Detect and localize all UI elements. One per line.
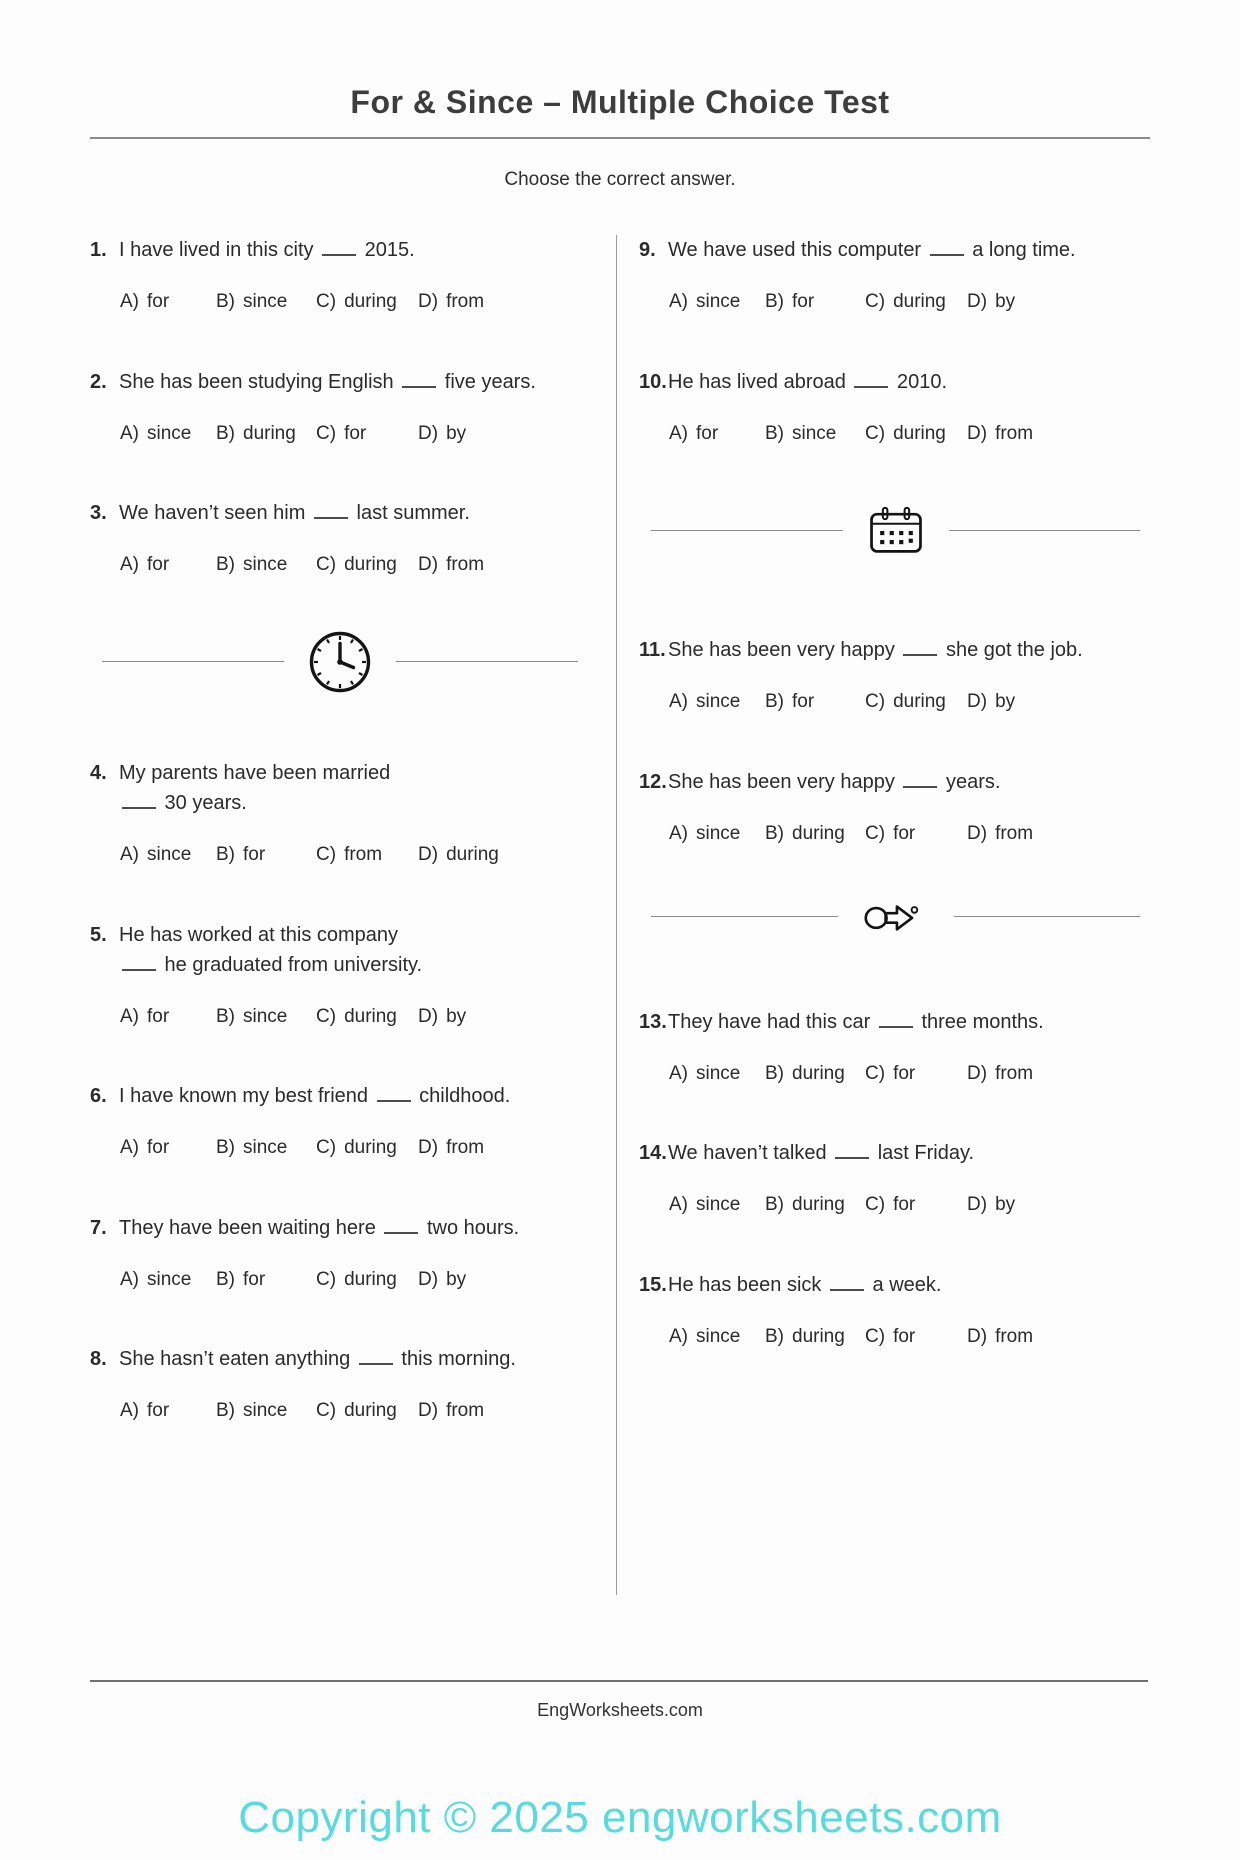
answer-option[interactable]	[765, 1061, 865, 1087]
question-number: 14.	[639, 1142, 667, 1165]
answer-option[interactable]	[418, 1398, 590, 1424]
question-text: She hasn’t eaten anything this morning.	[119, 1348, 516, 1371]
option-label: during	[243, 422, 296, 444]
question-text: We have used this computer a long time.	[668, 239, 1076, 261]
option-label: for	[344, 422, 367, 444]
title-divider	[90, 137, 1150, 139]
option-label: during	[344, 554, 397, 576]
option-letter: B)	[765, 422, 784, 444]
option-letter: A)	[120, 554, 139, 576]
option-label: during	[344, 1400, 397, 1422]
option-letter: C)	[865, 691, 886, 713]
option-label: since	[147, 1268, 192, 1290]
option-letter: A)	[669, 822, 688, 844]
answer-option[interactable]	[316, 842, 418, 868]
answer-option[interactable]	[669, 1061, 765, 1087]
divider-line	[651, 916, 838, 917]
option-letter: B)	[216, 843, 235, 865]
answer-option[interactable]	[669, 421, 765, 447]
option-letter: C)	[316, 843, 337, 865]
option-label: since	[243, 1400, 288, 1422]
option-label: during	[893, 691, 946, 713]
answer-option[interactable]	[216, 289, 316, 315]
option-letter: A)	[120, 422, 139, 444]
question-block	[639, 635, 1152, 715]
question-text: I have known my best friend childhood.	[119, 1085, 511, 1108]
question-text: I have lived in this city 2015.	[119, 239, 415, 261]
option-letter: A)	[669, 1194, 688, 1216]
answer-option[interactable]	[865, 289, 967, 315]
option-letter: D)	[418, 1400, 439, 1422]
option-label: during	[893, 422, 946, 444]
option-label: by	[446, 422, 467, 444]
question-number: 15.	[639, 1273, 667, 1296]
arrow-icon	[862, 899, 930, 935]
answer-blank	[854, 375, 888, 387]
right-column	[617, 235, 1152, 1595]
question-text: We haven’t seen him last summer.	[119, 502, 470, 525]
option-label: from	[995, 422, 1034, 444]
option-label: since	[696, 1325, 741, 1347]
question-text: She has been studying English five years.	[119, 370, 536, 393]
option-letter: D)	[418, 291, 439, 312]
option-letter: D)	[967, 1194, 988, 1216]
option-label: by	[446, 1268, 467, 1290]
answer-option[interactable]	[120, 1267, 216, 1293]
option-letter: C)	[316, 291, 337, 312]
answer-option[interactable]	[316, 1004, 418, 1030]
answer-option[interactable]	[967, 821, 1152, 847]
answer-option[interactable]	[216, 1398, 316, 1424]
option-letter: C)	[316, 1137, 337, 1159]
option-label: by	[446, 1005, 467, 1027]
option-label: during	[792, 822, 845, 844]
option-label: since	[243, 291, 288, 312]
option-letter: D)	[418, 1137, 439, 1159]
option-label: for	[147, 291, 170, 312]
option-letter: A)	[120, 1400, 139, 1422]
option-label: since	[792, 422, 837, 444]
option-letter: C)	[865, 1194, 886, 1216]
answer-blank	[830, 1278, 864, 1290]
question-block	[90, 235, 590, 315]
question-number: 11.	[639, 639, 666, 662]
option-label: by	[995, 691, 1016, 713]
option-letter: D)	[967, 1325, 988, 1347]
answer-option[interactable]	[418, 1004, 590, 1030]
option-label: for	[792, 291, 815, 312]
options-row	[639, 1061, 1152, 1087]
option-label: for	[893, 1194, 916, 1216]
answer-option[interactable]	[865, 1061, 967, 1087]
answer-option[interactable]	[669, 1324, 765, 1350]
option-letter: B)	[216, 422, 235, 444]
options-row	[90, 1135, 590, 1161]
options-row	[90, 1267, 590, 1293]
answer-blank	[377, 1090, 411, 1102]
site-name: EngWorksheets.com	[537, 1700, 703, 1720]
option-label: from	[995, 1062, 1034, 1084]
question-block	[90, 1344, 590, 1424]
option-letter: D)	[418, 843, 439, 865]
divider-line	[396, 661, 578, 662]
answer-option[interactable]	[669, 289, 765, 315]
option-letter: B)	[765, 691, 784, 713]
answer-option[interactable]	[418, 289, 590, 315]
question-text: He has worked at this company he graduated from university.	[119, 923, 423, 976]
question-number: 5.	[90, 923, 107, 946]
option-label: from	[344, 843, 383, 865]
option-label: from	[446, 1400, 485, 1422]
option-letter: D)	[967, 422, 988, 444]
question-text: They have been waiting here two hours.	[119, 1216, 520, 1239]
answer-blank	[322, 244, 356, 256]
option-letter: A)	[669, 691, 688, 713]
option-letter: A)	[120, 1137, 139, 1159]
option-letter: B)	[765, 1194, 784, 1216]
option-letter: D)	[967, 822, 988, 844]
option-label: during	[446, 843, 499, 865]
answer-option[interactable]	[120, 552, 216, 578]
answer-blank	[402, 375, 436, 387]
option-label: since	[696, 822, 741, 844]
option-label: from	[995, 822, 1034, 844]
option-label: since	[243, 554, 288, 576]
answer-option[interactable]	[120, 289, 216, 315]
question-block	[639, 1270, 1152, 1350]
option-label: for	[893, 1062, 916, 1084]
question-block	[639, 1007, 1152, 1087]
question-number: 2.	[90, 370, 107, 393]
option-label: since	[696, 1194, 741, 1216]
question-block	[90, 1081, 590, 1161]
answer-option[interactable]	[967, 1061, 1152, 1087]
option-letter: C)	[316, 1400, 337, 1422]
option-letter: B)	[765, 291, 784, 312]
option-label: during	[792, 1325, 845, 1347]
footer-divider	[90, 1680, 1148, 1682]
answer-option[interactable]	[316, 289, 418, 315]
divider-line	[954, 916, 1141, 917]
option-label: for	[893, 1325, 916, 1347]
copyright-text: Copyright © 2025 engworksheets.com	[238, 1793, 1002, 1842]
option-letter: D)	[418, 1268, 439, 1290]
option-label: during	[893, 291, 946, 312]
option-letter: A)	[669, 1062, 688, 1084]
answer-option[interactable]	[418, 552, 590, 578]
divider-line	[949, 530, 1141, 531]
option-label: since	[243, 1137, 288, 1159]
question-text: She has been very happy years.	[668, 770, 1001, 793]
questions-area	[0, 235, 1240, 1595]
answer-option[interactable]	[669, 689, 765, 715]
options-row	[90, 552, 590, 578]
answer-option[interactable]	[418, 421, 590, 447]
option-letter: D)	[967, 291, 988, 312]
calendar-icon	[867, 506, 925, 555]
answer-option[interactable]	[418, 842, 590, 868]
option-letter: D)	[967, 691, 988, 713]
option-letter: A)	[669, 422, 688, 444]
option-label: for	[243, 1268, 266, 1290]
question-number: 12.	[639, 770, 667, 793]
options-row	[639, 821, 1152, 847]
option-label: from	[446, 554, 485, 576]
option-label: for	[147, 1400, 170, 1422]
clock-icon	[308, 630, 372, 694]
answer-option[interactable]	[316, 1135, 418, 1161]
answer-option[interactable]	[967, 689, 1152, 715]
question-number: 3.	[90, 502, 107, 525]
option-label: since	[147, 843, 192, 865]
question-block	[639, 367, 1152, 447]
question-number: 9.	[639, 239, 656, 261]
option-label: from	[995, 1325, 1034, 1347]
question-text: They have had this car three months.	[668, 1010, 1044, 1033]
answer-option[interactable]	[216, 1267, 316, 1293]
option-letter: D)	[418, 1005, 439, 1027]
left-column	[90, 235, 616, 1595]
page-title: For & Since – Multiple Choice Test	[350, 84, 890, 120]
option-letter: B)	[765, 822, 784, 844]
answer-option[interactable]	[967, 1192, 1152, 1218]
answer-option[interactable]	[765, 421, 865, 447]
question-block	[90, 758, 590, 868]
answer-option[interactable]	[120, 842, 216, 868]
answer-blank	[314, 507, 348, 519]
option-label: since	[696, 1062, 741, 1084]
option-letter: B)	[216, 291, 235, 312]
option-letter: B)	[216, 1137, 235, 1159]
option-label: by	[995, 291, 1016, 312]
option-letter: A)	[669, 1325, 688, 1347]
answer-option[interactable]	[120, 421, 216, 447]
answer-blank	[122, 797, 156, 809]
answer-blank	[903, 776, 937, 788]
answer-option[interactable]	[765, 1324, 865, 1350]
option-letter: C)	[865, 422, 886, 444]
answer-option[interactable]	[120, 1004, 216, 1030]
question-block	[90, 367, 590, 447]
answer-option[interactable]	[216, 421, 316, 447]
option-letter: A)	[120, 843, 139, 865]
answer-blank	[359, 1353, 393, 1365]
option-letter: A)	[669, 291, 688, 312]
question-text: She has been very happy she got the job.	[668, 639, 1083, 662]
option-label: during	[344, 1268, 397, 1290]
option-letter: B)	[765, 1325, 784, 1347]
question-block	[90, 920, 590, 1030]
question-number: 7.	[90, 1216, 107, 1239]
answer-option[interactable]	[418, 1135, 590, 1161]
options-row	[90, 1398, 590, 1424]
option-letter: C)	[865, 1062, 886, 1084]
option-letter: A)	[120, 291, 139, 312]
answer-option[interactable]	[669, 1192, 765, 1218]
answer-option[interactable]	[967, 1324, 1152, 1350]
option-label: by	[995, 1194, 1016, 1216]
option-label: for	[147, 554, 170, 576]
option-letter: C)	[316, 554, 337, 576]
answer-option[interactable]	[316, 1267, 418, 1293]
option-label: since	[696, 291, 741, 312]
decorative-divider	[90, 630, 590, 694]
answer-option[interactable]	[765, 289, 865, 315]
option-label: during	[792, 1194, 845, 1216]
option-letter: B)	[216, 1268, 235, 1290]
option-letter: D)	[418, 422, 439, 444]
question-number: 13.	[639, 1010, 667, 1033]
option-letter: B)	[216, 1400, 235, 1422]
options-row	[90, 289, 590, 315]
option-label: from	[446, 1137, 485, 1159]
question-text: My parents have been married 30 years.	[119, 761, 391, 814]
divider-line	[102, 661, 284, 662]
answer-option[interactable]	[765, 821, 865, 847]
option-letter: D)	[418, 554, 439, 576]
answer-option[interactable]	[967, 289, 1152, 315]
option-letter: C)	[316, 422, 337, 444]
answer-blank	[384, 1221, 418, 1233]
answer-blank	[879, 1015, 913, 1027]
question-block	[639, 767, 1152, 847]
answer-option[interactable]	[418, 1267, 590, 1293]
option-letter: C)	[865, 291, 886, 312]
question-text: We haven’t talked last Friday.	[668, 1142, 975, 1165]
question-block	[639, 235, 1152, 315]
answer-option[interactable]	[316, 1398, 418, 1424]
options-row	[90, 842, 590, 868]
option-label: for	[792, 691, 815, 713]
answer-option[interactable]	[216, 842, 316, 868]
answer-option[interactable]	[865, 1192, 967, 1218]
answer-blank	[930, 244, 964, 256]
options-row	[90, 421, 590, 447]
question-text: He has been sick a week.	[668, 1273, 942, 1296]
option-label: for	[147, 1137, 170, 1159]
question-text: He has lived abroad 2010.	[668, 370, 948, 393]
option-letter: B)	[765, 1062, 784, 1084]
option-label: for	[147, 1005, 170, 1027]
answer-option[interactable]	[865, 821, 967, 847]
option-letter: C)	[316, 1268, 337, 1290]
option-letter: C)	[865, 1325, 886, 1347]
option-letter: B)	[216, 1005, 235, 1027]
question-block	[90, 1213, 590, 1293]
question-number: 8.	[90, 1348, 107, 1371]
options-row	[639, 1324, 1152, 1350]
answer-option[interactable]	[216, 1004, 316, 1030]
option-label: for	[893, 822, 916, 844]
answer-option[interactable]	[120, 1135, 216, 1161]
option-label: during	[344, 1005, 397, 1027]
option-letter: D)	[967, 1062, 988, 1084]
option-letter: A)	[120, 1268, 139, 1290]
question-number: 4.	[90, 761, 107, 784]
option-label: since	[696, 691, 741, 713]
option-label: for	[243, 843, 266, 865]
answer-blank	[835, 1147, 869, 1159]
question-number: 1.	[90, 239, 107, 261]
option-letter: C)	[316, 1005, 337, 1027]
answer-option[interactable]	[120, 1398, 216, 1424]
option-label: during	[792, 1062, 845, 1084]
worksheet-header	[0, 0, 1240, 191]
answer-blank	[122, 958, 156, 970]
decorative-divider	[639, 899, 1152, 935]
options-row	[639, 689, 1152, 715]
divider-line	[651, 530, 843, 531]
answer-option[interactable]	[216, 1135, 316, 1161]
decorative-divider	[639, 506, 1152, 555]
question-block	[90, 498, 590, 578]
answer-option[interactable]	[316, 552, 418, 578]
option-letter: C)	[865, 822, 886, 844]
option-letter: B)	[216, 554, 235, 576]
answer-option[interactable]	[765, 689, 865, 715]
question-block	[639, 1138, 1152, 1218]
option-label: for	[696, 422, 719, 444]
answer-option[interactable]	[765, 1192, 865, 1218]
options-row	[639, 289, 1152, 315]
option-label: since	[147, 422, 192, 444]
question-number: 6.	[90, 1085, 107, 1108]
answer-option[interactable]	[865, 421, 967, 447]
instructions-text: Choose the correct answer.	[504, 169, 736, 190]
answer-option[interactable]	[316, 421, 418, 447]
option-letter: A)	[120, 1005, 139, 1027]
answer-blank	[903, 644, 937, 656]
answer-option[interactable]	[669, 821, 765, 847]
option-label: since	[243, 1005, 288, 1027]
answer-option[interactable]	[865, 689, 967, 715]
question-number: 10.	[639, 370, 667, 393]
option-label: from	[446, 291, 485, 312]
option-label: during	[344, 1137, 397, 1159]
options-row	[90, 1004, 590, 1030]
answer-option[interactable]	[967, 421, 1152, 447]
option-label: during	[344, 291, 397, 312]
options-row	[639, 1192, 1152, 1218]
answer-option[interactable]	[865, 1324, 967, 1350]
answer-option[interactable]	[216, 552, 316, 578]
options-row	[639, 421, 1152, 447]
